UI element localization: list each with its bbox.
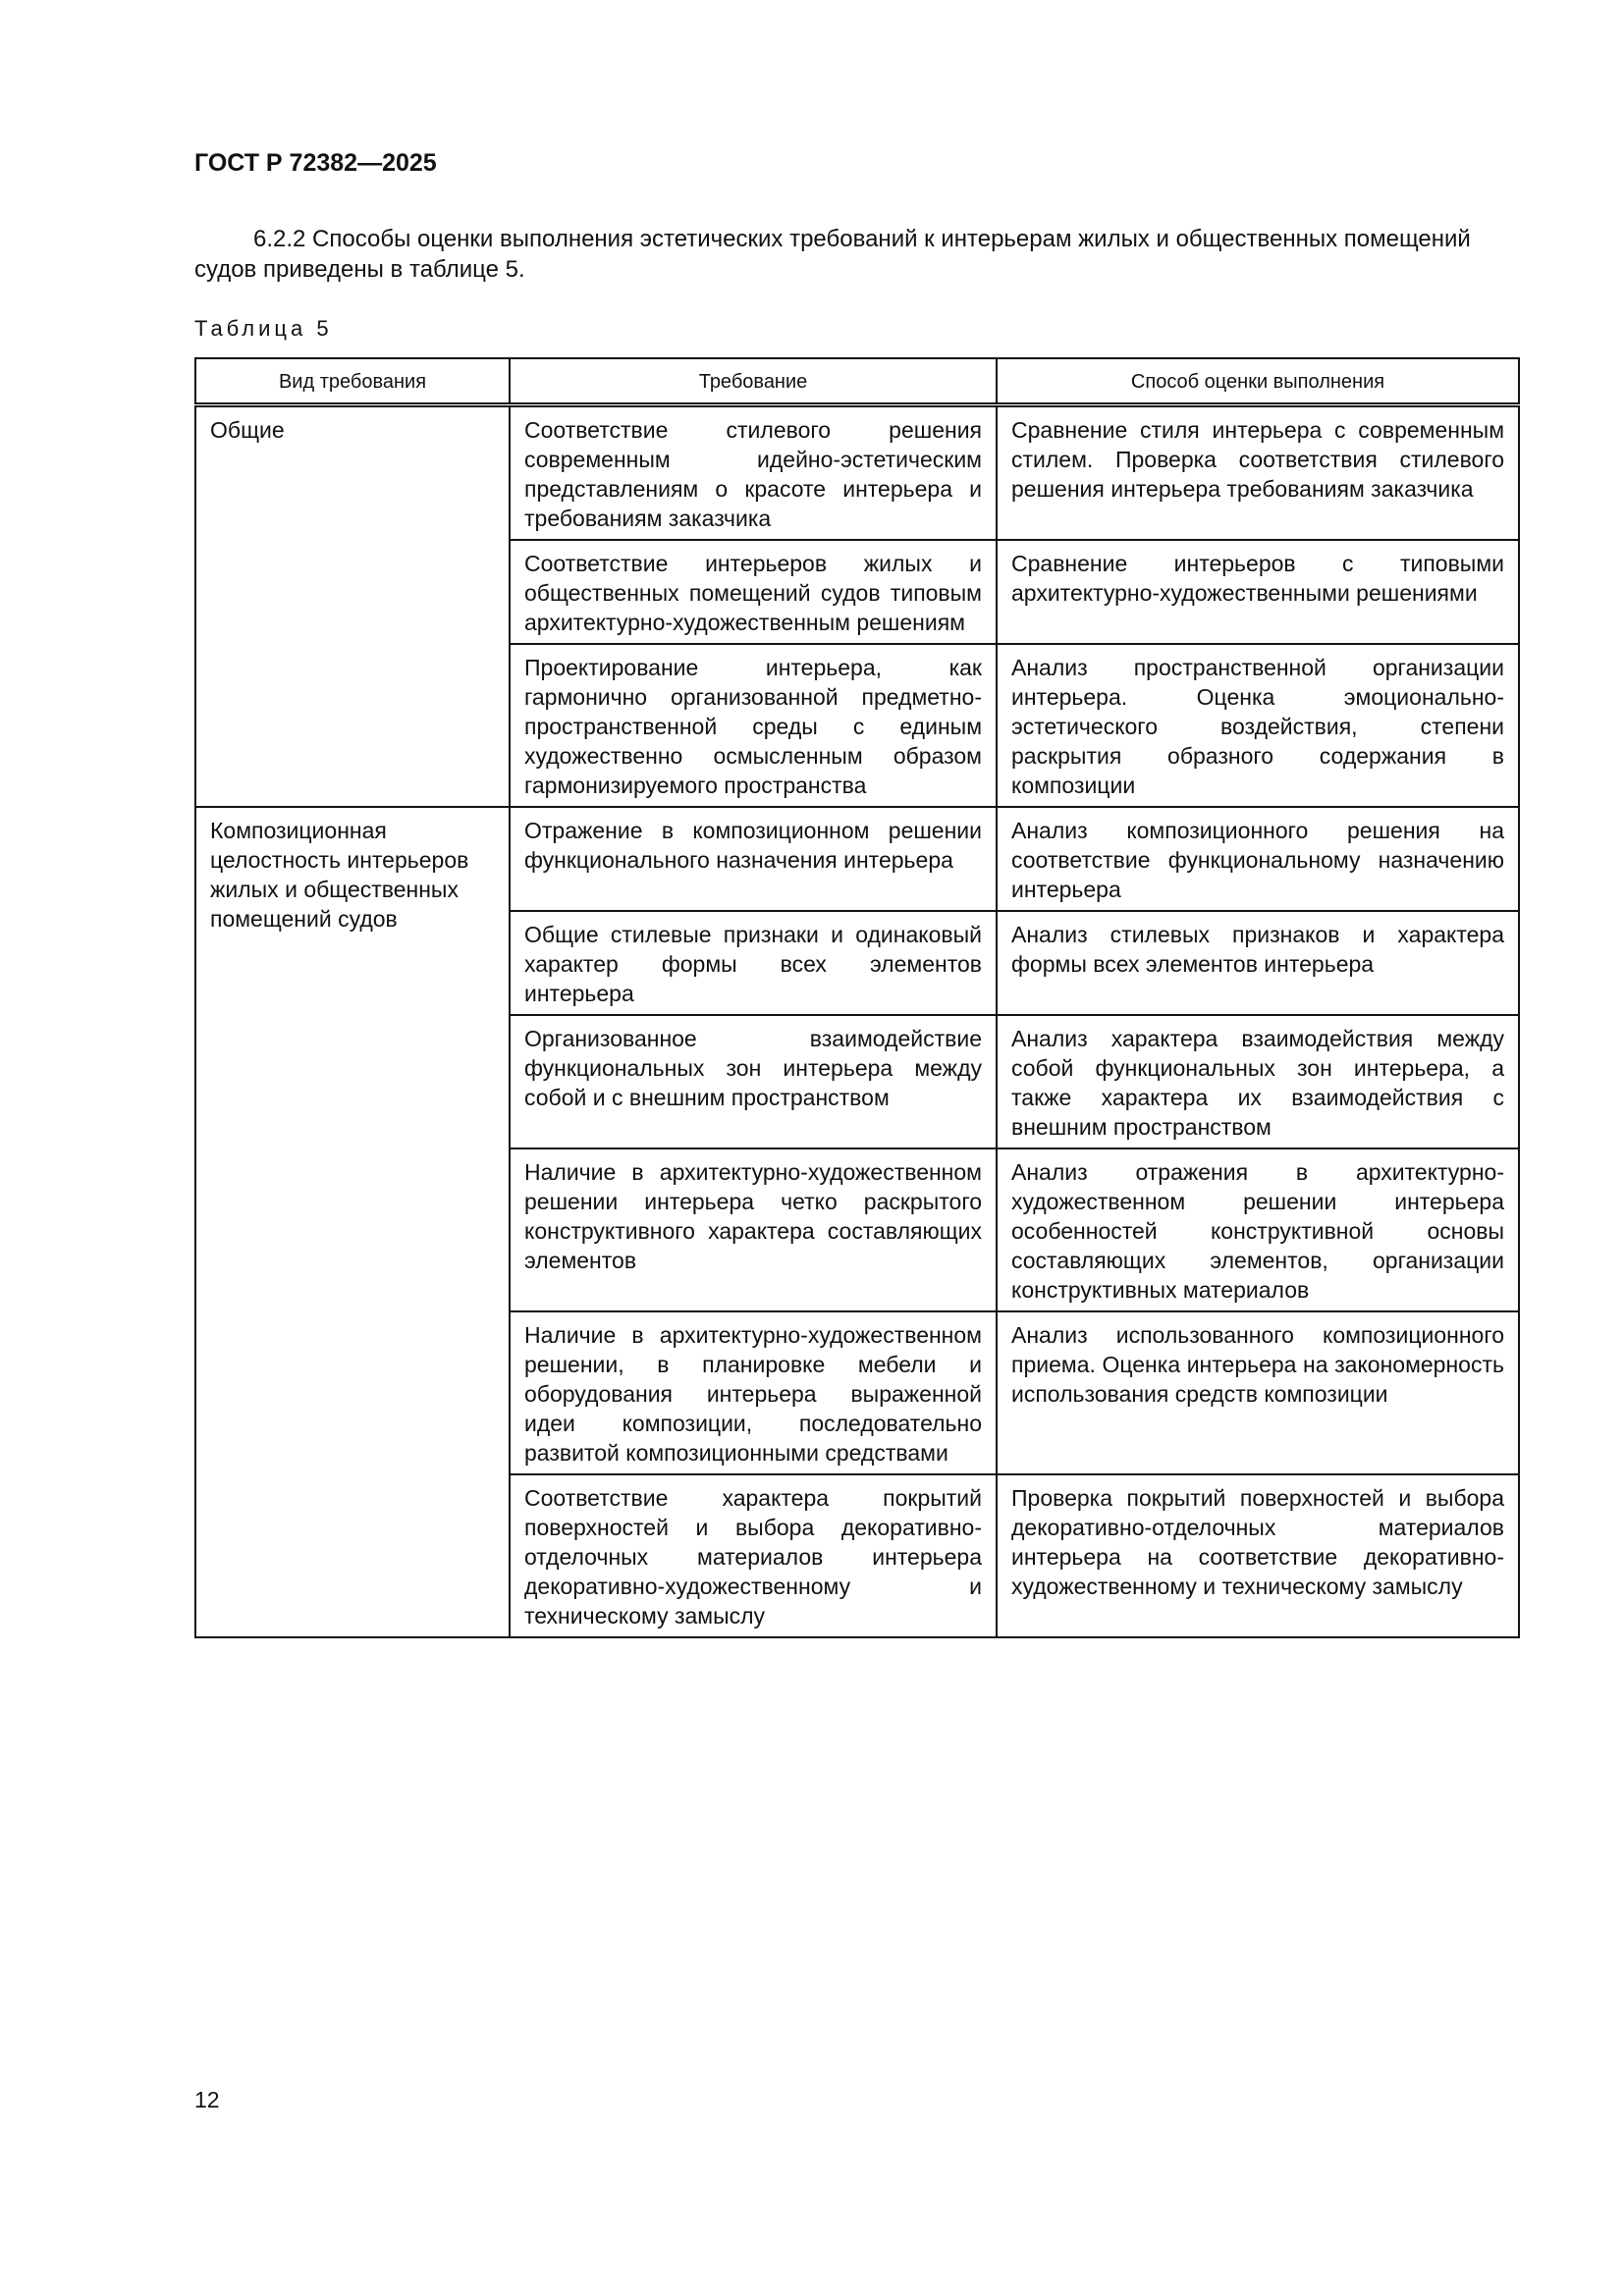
evaluation-method-cell: Анализ использованного композиционного приема. Оценка интерьера на закономерность использования средств композиции: [997, 1311, 1519, 1474]
document-code: ГОСТ Р 72382—2025: [194, 149, 437, 177]
table-row: [195, 807, 1519, 911]
requirement-cell: Соответствие интерьеров жилых и общественных помещений судов типовым архитектурно-художественным решениям: [510, 540, 997, 644]
evaluation-method-cell: Сравнение стиля интерьера с современным стилем. Проверка соответствия стилевого решения интерьера требованиям заказчика: [997, 405, 1519, 541]
requirement-cell: Общие стилевые признаки и одинаковый характер формы всех элементов интерьера: [510, 911, 997, 1015]
requirement-cell: Наличие в архитектурно-художественном решении интерьера четко раскрытого конструктивного характера составляющих элементов: [510, 1148, 997, 1311]
requirement-cell: Наличие в архитектурно-художественном решении, в планировке мебели и оборудования интерьера выраженной идеи композиции, последовательно развитой композиционными средствами: [510, 1311, 997, 1474]
page-number: 12: [194, 2087, 220, 2112]
requirements-table: [194, 357, 1520, 1638]
column-header: Способ оценки выполнения: [997, 358, 1519, 405]
intro-paragraph: 6.2.2 Способы оценки выполнения эстетических требований к интерьерам жилых и общественных помещений судов приведены в таблице 5.: [194, 226, 1471, 283]
requirement-cell: Соответствие стилевого решения современным идейно-эстетическим представлениям о красоте интерьера и требованиям заказчика: [510, 405, 997, 541]
evaluation-method-cell: Анализ характера взаимодействия между собой функциональных зон интерьера, а также характера их взаимодействия с внешним пространством: [997, 1015, 1519, 1148]
table-caption: Таблица 5: [194, 316, 333, 341]
requirement-cell: Организованное взаимодействие функциональных зон интерьера между собой и с внешним пространством: [510, 1015, 997, 1148]
column-header: Вид требования: [195, 358, 510, 405]
requirement-kind-cell: Общие: [195, 405, 510, 808]
evaluation-method-cell: Проверка покрытий поверхностей и выбора декоративно-отделочных материалов интерьера на соответствие декоративно-художественному и техническому замыслу: [997, 1474, 1519, 1637]
requirement-cell: Отражение в композиционном решении функционального назначения интерьера: [510, 807, 997, 911]
requirement-cell: Проектирование интерьера, как гармонично организованной предметно-пространственной среды с единым художественно осмысленным образом гармонизируемого пространства: [510, 644, 997, 807]
evaluation-method-cell: Анализ композиционного решения на соответствие функциональному назначению интерьера: [997, 807, 1519, 911]
evaluation-method-cell: Анализ отражения в архитектурно-художественном решении интерьера особенностей конструктивной основы составляющих элементов, организации конструктивных материалов: [997, 1148, 1519, 1311]
table-row: [195, 405, 1519, 541]
evaluation-method-cell: Анализ стилевых признаков и характера формы всех элементов интерьера: [997, 911, 1519, 1015]
requirement-kind-cell: Композиционная целостность интерьеров жилых и общественных помещений судов: [195, 807, 510, 1637]
table-header-row: [195, 358, 1519, 405]
column-header: Требование: [510, 358, 997, 405]
requirement-cell: Соответствие характера покрытий поверхностей и выбора декоративно-отделочных материалов интерьера декоративно-художественному и техническому замыслу: [510, 1474, 997, 1637]
evaluation-method-cell: Сравнение интерьеров с типовыми архитектурно-художественными решениями: [997, 540, 1519, 644]
evaluation-method-cell: Анализ пространственной организации интерьера. Оценка эмоционально-эстетического воздействия, степени раскрытия образного содержания в композиции: [997, 644, 1519, 807]
